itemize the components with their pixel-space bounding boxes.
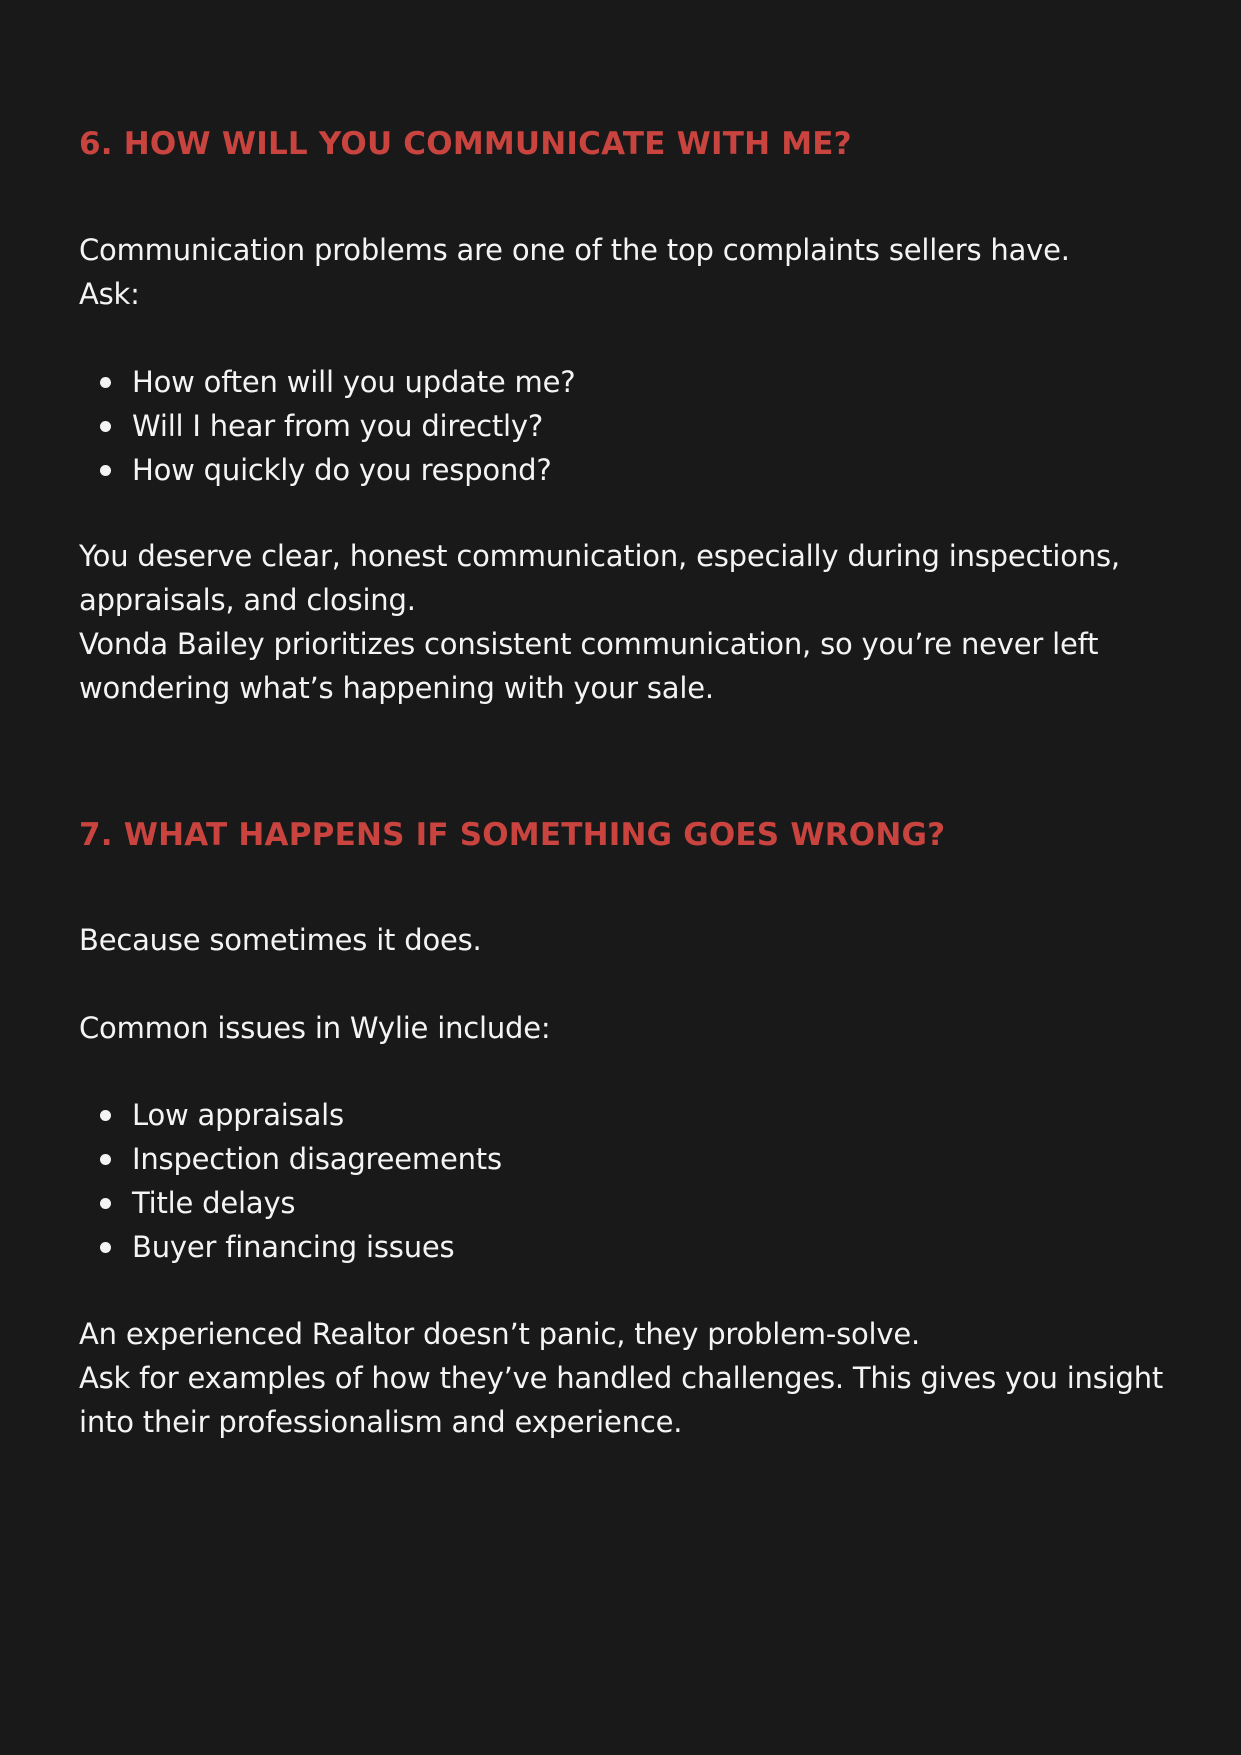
bullet-icon [100,465,111,476]
section-7-list-intro: Common issues in Wylie include: [79,1011,551,1045]
bullet-icon [100,421,111,432]
list-item: Will I hear from you directly? [79,404,575,448]
section-7-closing [79,1312,1163,1444]
section-6-closing [79,534,1120,710]
list-item: Title delays [79,1181,502,1225]
section-7-closing-line: An experienced Realtor doesn’t panic, they problem-solve. [79,1317,921,1351]
list-item: How often will you update me? [79,360,575,404]
section-6-closing-line: appraisals, and closing. [79,583,416,617]
bullet-icon [100,377,111,388]
bullet-icon [100,1154,111,1165]
section-7-issue-list [79,1093,502,1269]
section-7-closing-line: into their professionalism and experience. [79,1405,683,1439]
bullet-icon [100,1242,111,1253]
list-item: Inspection disagreements [79,1137,502,1181]
section-7-heading: 7. WHAT HAPPENS IF SOMETHING GOES WRONG? [79,817,946,853]
section-6-heading: 6. HOW WILL YOU COMMUNICATE WITH ME? [79,126,852,162]
section-6-intro-line: Ask: [79,277,140,311]
section-6-intro [79,228,1070,316]
bullet-icon [100,1198,111,1209]
section-6-closing-line: You deserve clear, honest communication, especially during inspections, [79,539,1120,573]
section-6-question-list [79,360,575,492]
section-7-closing-line: Ask for examples of how they’ve handled challenges. This gives you insight [79,1361,1164,1395]
bullet-icon [100,1110,111,1121]
list-item: How quickly do you respond? [79,448,575,492]
section-6-closing-line: wondering what’s happening with your sale. [79,671,714,705]
list-item: Buyer financing issues [79,1225,502,1269]
section-7-intro: Because sometimes it does. [79,923,482,957]
list-item: Low appraisals [79,1093,502,1137]
section-6-closing-line: Vonda Bailey prioritizes consistent communication, so you’re never left [79,627,1099,661]
section-6-intro-line: Communication problems are one of the top complaints sellers have. [79,233,1070,267]
